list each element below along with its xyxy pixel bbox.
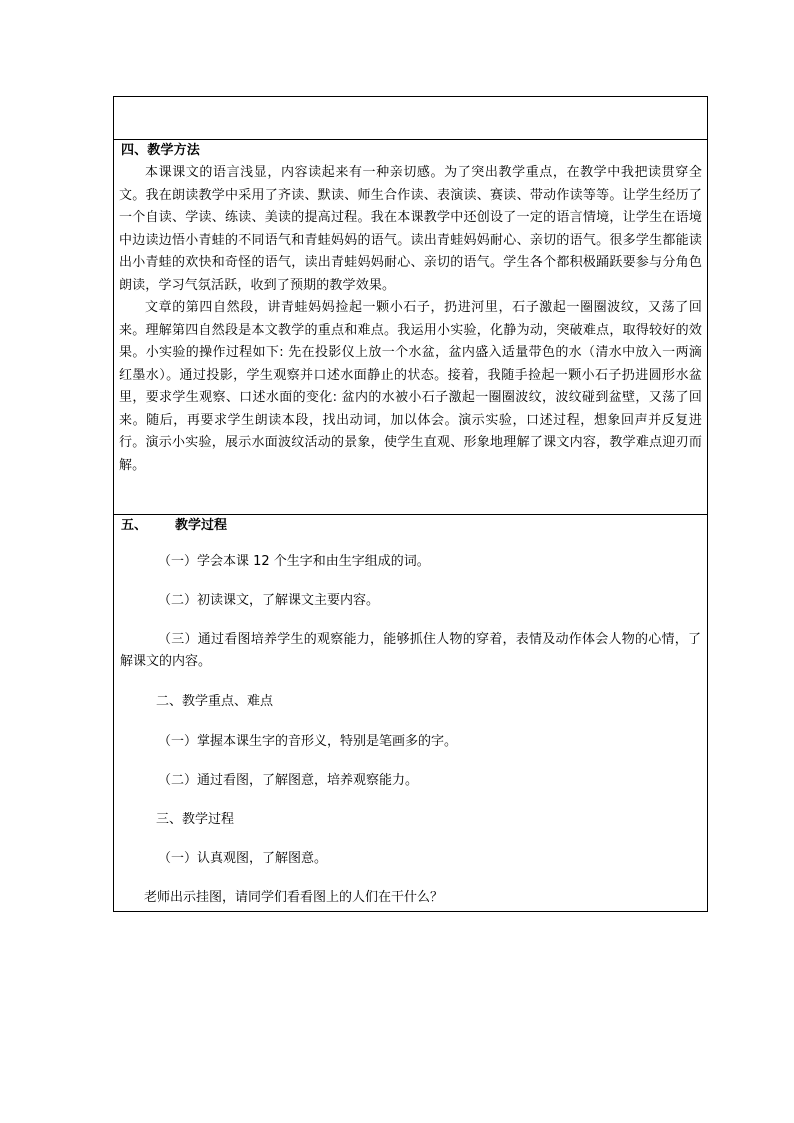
teaching-process-row	[114, 515, 707, 911]
teaching-process-heading-number: 五、	[121, 518, 148, 533]
teaching-method-paragraph-2: 文章的第四自然段，讲青蛙妈妈捡起一颗小石子，扔进河里，石子激起一圈圈波纹，又荡了回来。理解第四自然段是本文教学的重点和难点。我运用小实验，化静为动，突破难点，取得较好的效果。小实验的操作过程如下: 先在投影仪上放一个水盆，盆内盛入适量带色的水（清水中放入一两滴红墨水）。通过投影，学生观察并口述水面静止的状态。接着，我随手捡起一颗小石子扔进圆形水盆里，要求学生观察、口述水面的变化: 盆内的水被小石子激起一圈圈波纹，波纹碰到盆壁，又荡了回来。随后，再要求学生朗读本段，找出动词，加以体会。演示实验，口述过程，想象回声并反复进行。演示小实验，展示水面波纹活动的景象，使学生直观、形象地理解了课文内容，教学难点迎刃而解。	[119, 300, 702, 473]
teaching-process-heading-title: 教学过程	[175, 518, 228, 533]
teaching-process-heading	[121, 515, 227, 537]
process-line-4: 二、教学重点、难点	[156, 694, 274, 709]
lesson-plan-table	[113, 96, 708, 912]
empty-table-row	[114, 97, 707, 140]
process-line-2: （二）初读课文，了解课文主要内容。	[158, 593, 380, 608]
process-line-5: （一）掌握本课生字的音形义，特别是笔画多的字。	[158, 734, 458, 749]
process-line-8: （一）认真观图，了解图意。	[158, 851, 328, 866]
process-line-9: 老师出示挂图，请同学们看看图上的人们在干什么？	[144, 890, 444, 905]
teaching-method-heading: 四、教学方法	[121, 143, 200, 158]
process-line-1: （一）学会本课 12 个生字和由生字组成的词。	[158, 554, 430, 569]
teaching-method-paragraph-1: 本课课文的语言浅显，内容读起来有一种亲切感。为了突出教学重点，在教学中我把读贯穿全文。我在朗读教学中采用了齐读、默读、师生合作读、表演读、赛读、带动作读等等。让学生经历了一个自读、学读、练读、美读的提高过程。我在本课教学中还创设了一定的语言情境，让学生在语境中边读边悟小青蛙的不同语气和青蛙妈妈的语气。读出青蛙妈妈耐心、亲切的语气。很多学生都能读出小青蛙的欢快和奇怪的语气，读出青蛙妈妈耐心、亲切的语气。学生各个都积极踊跃要参与分角色朗读，学习气氛活跃，收到了预期的教学效果。	[119, 165, 702, 293]
teaching-method-row	[114, 140, 707, 515]
process-line-3: （三）通过看图培养学生的观察能力，能够抓住人物的穿着，表情及动作体会人物的心情，了解课文的内容。	[120, 632, 701, 669]
teaching-method-cell	[114, 140, 707, 477]
process-line-7: 三、教学过程	[156, 812, 235, 827]
process-line-6: （二）通过看图，了解图意，培养观察能力。	[158, 773, 419, 788]
